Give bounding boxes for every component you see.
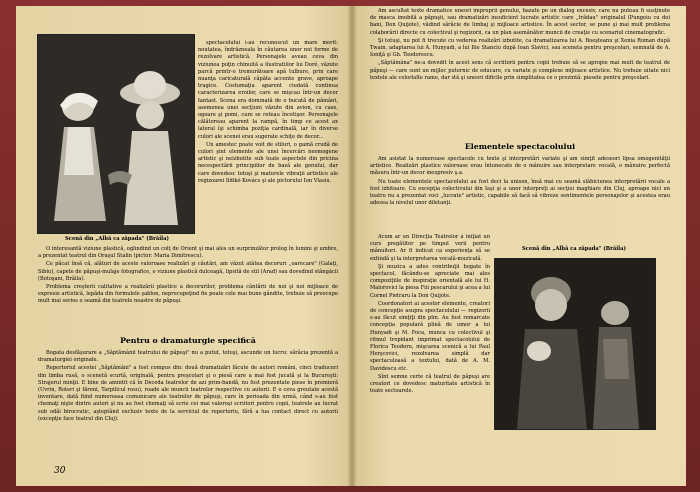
right-page-top-text [370,8,670,83]
puppet-photo-illustration [38,35,194,233]
paragraph: Nu toate elementele spectacolului au fost deci la unison, însă mai cu seamă slăbiciunea interpretării vocale a fost izbitoare. Cu excepţia colectivului din Iaşi şi a unor interpreţi ai secţiei maghiare din Cluj, aproape nici un teatru nu a prezentat voci „lucrate" artistic, capabile să facă să vibreze sentimentele personajelor şi acestea erau adesea la nivelul unor diletanţi. [370,178,670,207]
puppet-photo-left [37,34,195,234]
paragraph: „Săptămâna" ne-a dovedit în acest sens că scriitorii pentru copii trebuie să se apropie mai mult de teatrul de păpuşi — care sunt un mijloc puternic de educare, cu variate şi complexe mijloace artistice. Nu trebuie uitate nici textele ale celorlalte rame, dar stă şi uneori dificile prin simplitatea ce o prezintă: piesele pentru preşcolari. [370,60,670,81]
left-page-body-text [38,246,338,307]
left-page-section-text [38,350,338,424]
page-number: 30 [54,466,66,476]
paragraph: Un amestec poate voit de stiluri, o gamă crudă de culori şint elemente ale unei încercări neomogene artistic şi neizbutite sub toate aspectele din pricina necespectării principiilor de bază ale genului, dar care dovedesc totuşi şi maturele vibraţii artistice ale regizoarei Ildikó Kovács şi ale pictorului Ion Vlasiu. [198,141,338,184]
paragraph: O interesantă viziune plastică, oglindind un colţ de Orient şi mai ales un surprinzător prolog în lumini şi umbre, a prezentat teatrul din Oraşul Stalin (pictor: Maria Dimitrescu). [38,246,338,260]
puppet-photo-illustration [495,259,655,429]
paragraph: Repertoriul acestei „Săptămâni" a fost compus din: două dramatizări făcute de autori români, cinci traduceri din limba rusă, o scenetă scurtă, originală, pentru preşcolari şi o piesă care a mai fost jucată şi la Bucureşti: Strajerul minţii. E bine de amintit că în Deceda teatrelor de azi prim-bandă, nu fost prezentate piese în premieră (Uvrin, Roteri şi făroni, Tarpilicul rosu), roade ale muncii teatrelor respective cu autorii. E o ceva greutate acestă inventare, dată fiind numeroasa comunicare ale teatrelor de păpuşi, care în perioada din urmă, când s-au fost chemaţi nişte dintre autori şi nu au fost chemaţi să scrie cei mai valoroşi scriitori pentru copii, teatrele au lucrat sub odăi birocratic, aşteptând exclusiv texte de la serviciul de repertoriu, fără a lua contact direct cu autorii (excepţie face teatrul din Cluj). [38,365,338,422]
paragraph: Bogata desfăşurare a „Săptămânii teatrului de păpuşi" nu a putut, totuşi, ascunde un lucru: sărăcia prezentă a dramaturgiei originale. [38,350,338,364]
paragraph: Am asistat la numeroase spectacole cu texte şi interpretări variate şi am simţit adeseori lipsa omogenităţii artistice. Realizări plastice valoroase erau întunecate de o mânuire sau interpretare vocală, o mânuire perfectă măsura într-un decor inexpresiv ş.a. [370,156,670,177]
paragraph: Am ascultat texte dramatice uneori improprii genului, bazate pe un dialog excesiv, care nu puteau fi susţinute de masca imobilă a păpuşii, sau dramatizări insuficient lucrate artistic care „trădau" originalul (Pungoiu cu doi bani, Don Quijote), vădind sărăcie de limbaj şi mijloace artistice. În acest sector, se pune şi mai mult problema colaborării directe cu colectivul şi regizorii, ca un plan asemănător muncii de creaţie cu scenariul cinematografic. [370,8,670,36]
paragraph: Acum ar un Direcţia Teatrelor a iniţiat un curs pregătitor pe timpul verii pentru mânuitori. Ar fi indicat ca experienţa să se extindă şi la interpretarea vocală-muzicală. [370,234,490,262]
paragraph: Şi muzica a adus contribuţii bogate în spectacol, făcându-se apreciate mai ales compoziţiile de inspiraţie orientală ale lui H. Malorovici la piesa Fiii pescarului şi acea a lui Cornel Pietraru la Don Quijote. [370,263,490,299]
right-page-left-column [370,234,490,396]
paragraph: Şi totuşi, nu pot fi trecute cu vederea realizări izbutite, ca dramatizarea lui A. Boeşteanu şi Xenia Roman după Twain, adaptarea lui A. Hunyadi, a lui Ilie Stanciu după Ioan Slavici, sau sceneta pentru preşcolari, semnată de A. Ioniţă şi Gh. Teodorescu. [370,37,670,59]
paragraph: Coordonatori ai acestor elemente, creatori de concepţie asupra spectacolului — regizorii s-au făcut simţiţi din plin. Au fost remarcate concepţia populară plină de umor a lui Hunyadi şi M. Foca, munca cu colectivul şi ritmul trepidant imprimat spectacolului de Florica Teodoru, mişcarea scenică a lui Paul Herşcovici, rezolvarea simplă dar spectaculoasă a textului, dată de A. M. Davidescu etc. [370,300,490,372]
photo-caption-right: Scenă din „Albă ca zăpada" (Brăila) [522,246,626,252]
puppet-photo-right [494,258,656,430]
left-column-right-text [198,40,338,186]
paragraph: spectacolului i-au recunoscut un mare merit: noutatea, îndrăzneala în căutarea unor noi forme de rezolvare artistică. Personajele aveau ceva din viziunea puţin chinuită a ilustratiilor lui Doré, văzute parcă printr-o tremurătoare apă tulbure, prin care nuanţa caricaturală căpăta accente grave, aproape tragice. Costumaţia aparent ciudată continua caracterizarea eroilor, care se mişcau într-un decor fantast. Scena era dominată de o bucată de pământ, asemenea unei secţiuni văzute din avion, cu case, ogoare şi pomi, care se roteau încetişor. Personajele călătoreau aparent la rampă, în timp ce acest ax lateral îşi schimba poziţia cardinală, iar în diverse culori ale scenei erau sugerate schiţe de decor... [198,40,338,140]
section-heading-right: Elementele spectacolului [464,142,576,151]
photo-caption-left: Scenă din „Albă ca zăpada" (Brăila) [65,236,169,242]
right-page-section-intro [370,156,670,208]
paragraph: Sînt semne certe că teatrul de păpuşi are creatori ce dovedesc maturitate artistică în toate sectoarele. [370,373,490,395]
paragraph: Problema creşterii calitative a realizării plastice a decorurilor, problema cântării de noi şi noi mijloace de expresie artistică, lepăda din formulele şablon, neprecupeţind fie poate cele mai bune gândite, trebuie să preocupe mult mai serios o seamă din teatrele noastre de păpuşi. [38,284,338,305]
paragraph: Ce păcat însă că, alături de aceste valoroase realizări şi căutări, am văzut atâtea decoruri „oarecare" (Galaţi, Sibiu), capete de păpuşi-mulaje fotografice, o viziune plastică dulceagă, lipsită de stil (Arad) sau dovedind stângăcii (Botoşani, Brăila). [38,261,338,282]
book-gutter [347,6,357,486]
section-heading-left: Pentru o dramaturgie specifică [120,336,256,345]
